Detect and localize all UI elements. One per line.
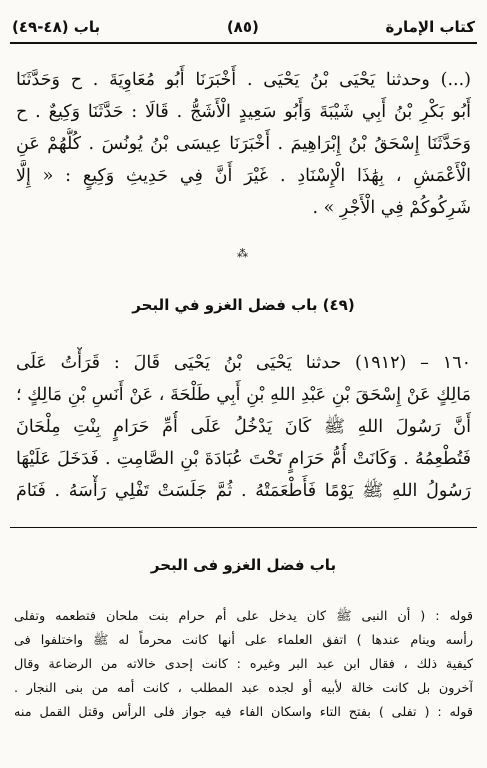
hadith-line: مَالِكٍ عَنْ إِسْحَقَ بْنِ عَبْدِ اللهِ بْنِ أَبِي طَلْحَةَ ، عَنْ أَنَسِ بْنِ مَالِكٍ ؛ — [16, 385, 471, 405]
chapter-heading: (٤٩) باب فضل الغزو في البحر — [132, 296, 355, 314]
page-header — [12, 14, 475, 40]
header-rule — [10, 42, 477, 44]
hadith-line: فَتُطْعِمُهُ . وَكَانَتْ أُمُّ حَرَامٍ تَحْتَ عُبَادَةَ بْنِ الصَّامِتِ . فَدَخَلَ عَلَيْهَا — [16, 449, 471, 469]
notes-rule — [10, 527, 477, 528]
hadith-line: أَبُو بَكْرِ بْنُ أَبِي شَيْبَةَ وَأَبُو سَعِيدٍ الْأَشَجُّ . قَالَا : حَدَّثَنَا وَكِيعٌ . ح — [16, 102, 471, 122]
chapter-ref: باب (٤٨-٤٩) — [12, 18, 101, 36]
notes-heading: باب فضل الغزو فى البحر — [150, 556, 337, 574]
note-line: رأسه وينام عندها ) اتفق العلماء على أنها كانت محرماً له ﷺ واختلفوا فى — [14, 633, 473, 648]
hadith-block-2 — [16, 347, 471, 507]
hadith-line: وَحَدَّثَنَا إِسْحَقُ بْنُ إِبْرَاهِيمَ . أَخْبَرَنَا عِيسَى بْنُ يُونُسَ . كُلُّهُمْ عَنِ — [16, 134, 471, 154]
hadith-line: رَسُولُ اللهِ ﷺ يَوْمًا فَأَطْعَمَتْهُ . ثُمَّ جَلَسَتْ تَفْلِي رَأْسَهُ . فَنَامَ — [16, 481, 471, 501]
note-line: قوله : ( أن النبى ﷺ كان يدخل على أم حرام بنت ملحان فتطعمه وتفلى — [14, 609, 473, 624]
hadith-block-1 — [16, 64, 471, 224]
page-number: (٨٥) — [226, 18, 259, 36]
hadith-line: ١٦٠ – (١٩١٢) حدثنا يَحْيَى بْنُ يَحْيَى قَالَ : قَرَأْتُ عَلَى — [16, 353, 471, 373]
commentary-notes — [14, 605, 473, 725]
book-title: كتاب الإمارة — [385, 18, 475, 36]
hadith-line: أَنَّ رَسُولَ اللهِ ﷺ كَانَ يَدْخُلُ عَلَى أُمِّ حَرَامٍ بِنْتِ مِلْحَانَ — [16, 417, 471, 437]
hadith-line: الْأَعْمَشِ ، بِهَٰذَا الْإِسْنَادِ . غَيْرَ أَنَّ فِي حَدِيثِ وَكِيعٍ : « إِلَّا — [16, 166, 471, 186]
section-separator: ⁂ — [237, 247, 250, 260]
note-line: قوله : ( تفلى ) بفتح التاء واسكان الفاء فيه جواز فلى الرأس وقتل القمل منه — [14, 705, 473, 720]
hadith-line: شَرِكُوكُمْ فِي الْأَجْرِ » . — [312, 198, 471, 218]
note-line: كيفية ذلك ، فقال ابن عبد البر وغيره : كانت إحدى خالاته من الرضاعة وقال — [14, 657, 473, 672]
hadith-line: (...) وحدثنا يَحْيَى بْنُ يَحْيَى . أَخْبَرَنَا أَبُو مُعَاوِيَةَ . ح وَحَدَّثَنَا — [16, 70, 471, 90]
note-line: آخرون بل كانت خالة لأبيه أو لجده عبد المطلب ، كانت أمه من بنى النجار . — [14, 681, 473, 696]
